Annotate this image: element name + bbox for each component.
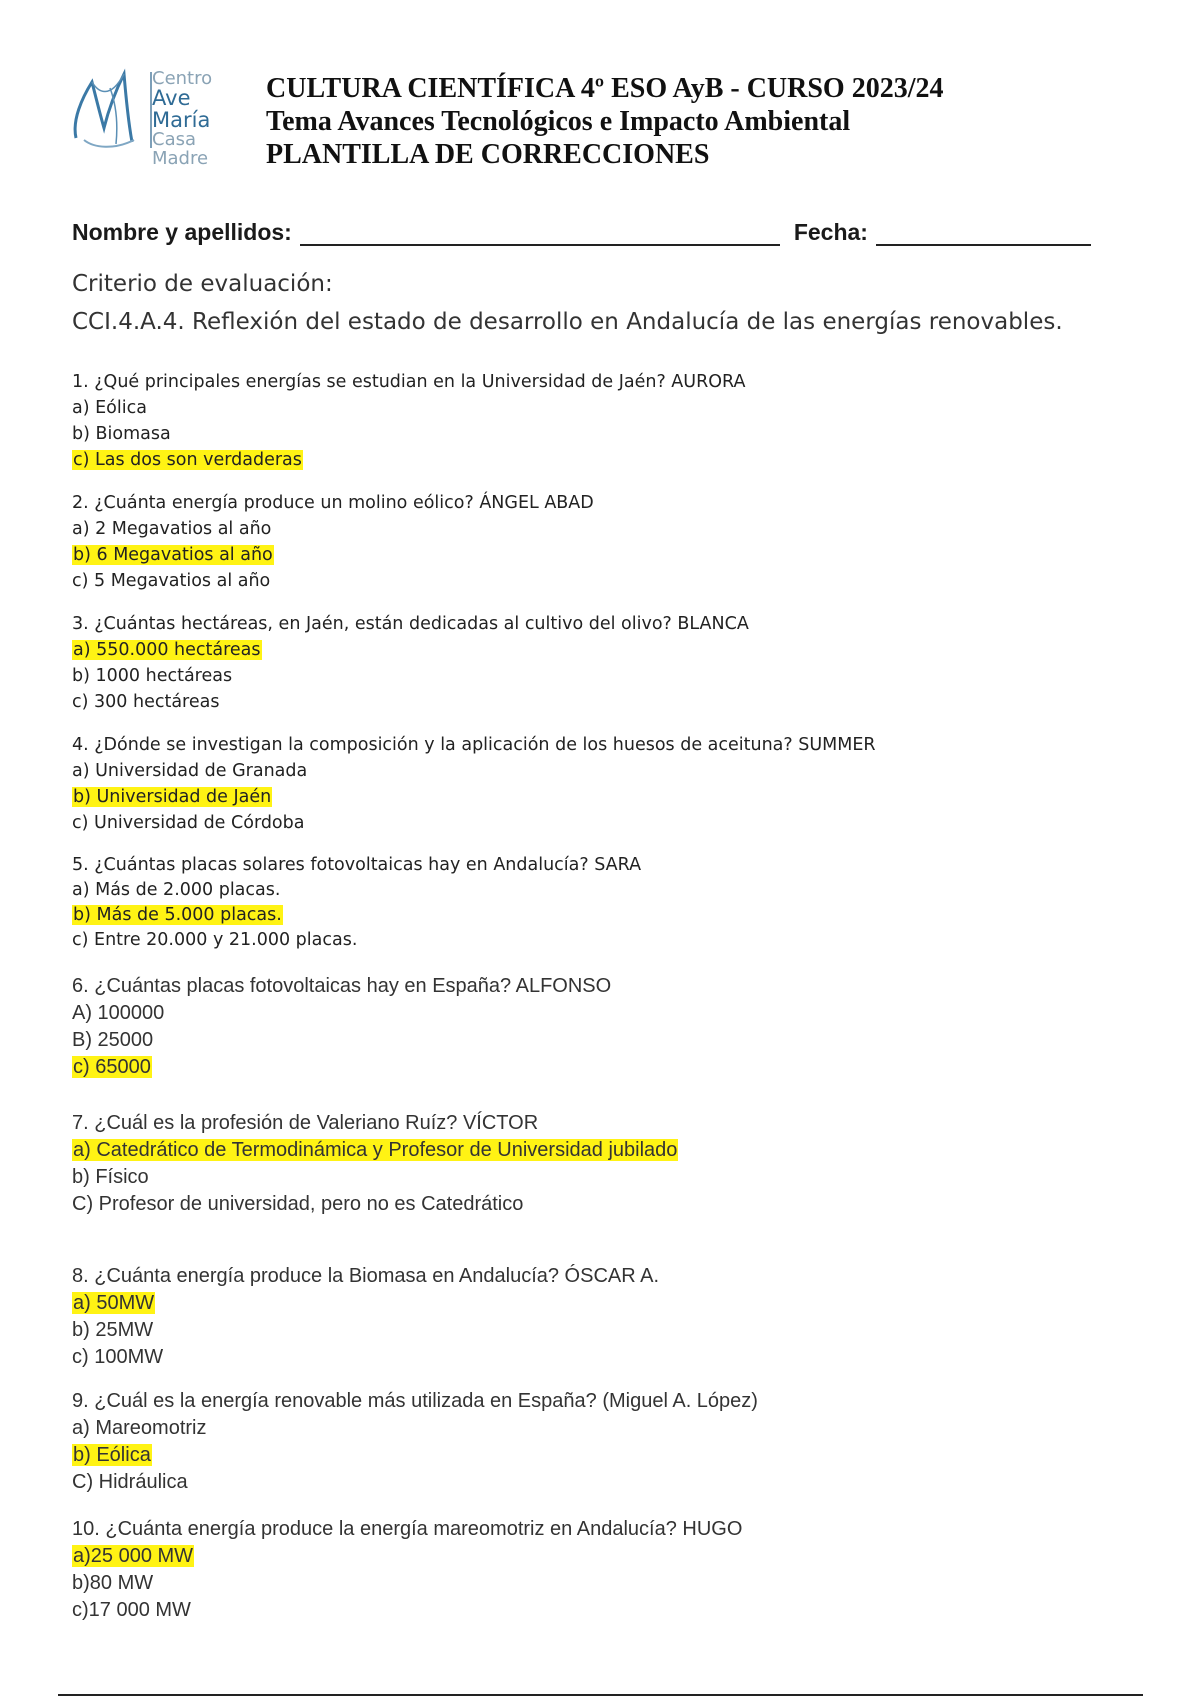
topic-title: Tema Avances Tecnológicos e Impacto Ambiental bbox=[266, 106, 851, 137]
criteria-label: Criterio de evaluación: bbox=[72, 271, 333, 297]
correct-answer-option bbox=[72, 542, 594, 568]
answer-option: a) Universidad de Granada bbox=[72, 761, 308, 781]
answer-option: c) 300 hectáreas bbox=[72, 692, 220, 712]
question-9 bbox=[72, 1388, 758, 1496]
correct-answer-option bbox=[72, 784, 876, 810]
bottom-divider bbox=[58, 1694, 1143, 1696]
answer-highlight: a)25 000 MW bbox=[73, 1545, 194, 1567]
logo-monogram-icon bbox=[70, 68, 150, 152]
answer-option: a) 2 Megavatios al año bbox=[72, 519, 272, 539]
correct-answer-option bbox=[72, 1442, 758, 1469]
date-label: Fecha: bbox=[793, 219, 868, 245]
answer-option: a) Eólica bbox=[72, 398, 147, 418]
answer-highlight: c) 65000 bbox=[73, 1056, 151, 1078]
answer-option: B) 25000 bbox=[72, 1029, 154, 1051]
answer-option: a) Mareomotriz bbox=[72, 1417, 207, 1439]
answer-highlight: b) 6 Megavatios al año bbox=[73, 545, 273, 565]
correct-answer-option bbox=[72, 903, 641, 928]
correct-answer-option bbox=[72, 1543, 742, 1570]
answer-highlight: c) Las dos son verdaderas bbox=[73, 450, 302, 470]
answer-option: c) Entre 20.000 y 21.000 placas. bbox=[72, 930, 358, 950]
school-logo bbox=[70, 68, 245, 169]
answer-option: b) Físico bbox=[72, 1166, 149, 1188]
logo-line-2: Ave María bbox=[152, 86, 211, 132]
student-info-row bbox=[72, 218, 1112, 246]
name-label: Nombre y apellidos: bbox=[72, 219, 292, 245]
logo-line-3: Casa Madre bbox=[152, 129, 209, 169]
document-header bbox=[266, 72, 943, 171]
correct-answer-option bbox=[72, 637, 749, 663]
question-2 bbox=[72, 490, 594, 594]
criteria-text: CCI.4.A.4. Reflexión del estado de desarrollo en Andalucía de las energías renovables. bbox=[72, 309, 1063, 335]
question-text: 2. ¿Cuánta energía produce un molino eólico? ÁNGEL ABAD bbox=[72, 493, 594, 513]
document-type: PLANTILLA DE CORRECCIONES bbox=[266, 139, 710, 170]
answer-highlight: a) Catedrático de Termodinámica y Profesor de Universidad jubilado bbox=[73, 1139, 678, 1161]
answer-option: b) 25MW bbox=[72, 1319, 154, 1341]
question-text: 7. ¿Cuál es la profesión de Valeriano Ruíz? VÍCTOR bbox=[72, 1112, 539, 1134]
answer-highlight: b) Más de 5.000 placas. bbox=[73, 905, 282, 925]
question-text: 8. ¿Cuánta energía produce la Biomasa en Andalucía? ÓSCAR A. bbox=[72, 1265, 660, 1287]
correct-answer-option bbox=[72, 1054, 611, 1081]
question-3 bbox=[72, 611, 749, 715]
answer-option: A) 100000 bbox=[72, 1002, 165, 1024]
question-1 bbox=[72, 369, 745, 473]
correct-answer-option bbox=[72, 1137, 678, 1164]
correct-answer-option bbox=[72, 1290, 659, 1317]
correct-answer-option bbox=[72, 447, 745, 473]
question-text: 4. ¿Dónde se investigan la composición y la aplicación de los huesos de aceituna? SUMMER bbox=[72, 735, 876, 755]
answer-highlight: b) Universidad de Jaén bbox=[73, 787, 272, 807]
logo-text bbox=[152, 70, 245, 168]
question-text: 10. ¿Cuánta energía produce la energía mareomotriz en Andalucía? HUGO bbox=[72, 1518, 743, 1540]
question-text: 6. ¿Cuántas placas fotovoltaicas hay en España? ALFONSO bbox=[72, 975, 612, 997]
question-10 bbox=[72, 1516, 742, 1624]
answer-option: c) 5 Megavatios al año bbox=[72, 571, 271, 591]
course-title: CULTURA CIENTÍFICA 4º ESO AyB - CURSO 2023/24 bbox=[266, 73, 944, 104]
question-4 bbox=[72, 732, 876, 836]
question-6 bbox=[72, 973, 611, 1081]
question-text: 3. ¿Cuántas hectáreas, en Jaén, están dedicadas al cultivo del olivo? BLANCA bbox=[72, 614, 749, 634]
answer-highlight: a) 50MW bbox=[73, 1292, 155, 1314]
name-field[interactable] bbox=[300, 218, 780, 246]
answer-option: c) 100MW bbox=[72, 1346, 164, 1368]
answer-option: b) Biomasa bbox=[72, 424, 171, 444]
question-text: 5. ¿Cuántas placas solares fotovoltaicas hay en Andalucía? SARA bbox=[72, 855, 642, 875]
answer-option: c) Universidad de Córdoba bbox=[72, 813, 305, 833]
question-8 bbox=[72, 1263, 659, 1371]
question-text: 9. ¿Cuál es la energía renovable más utilizada en España? (Miguel A. López) bbox=[72, 1390, 758, 1412]
answer-option: b) 1000 hectáreas bbox=[72, 666, 233, 686]
answer-option: b)80 MW bbox=[72, 1572, 154, 1594]
answer-highlight: b) Eólica bbox=[73, 1444, 151, 1466]
answer-option: C) Hidráulica bbox=[72, 1471, 188, 1493]
question-5 bbox=[72, 853, 641, 953]
date-field[interactable] bbox=[876, 218, 1091, 246]
answer-highlight: a) 550.000 hectáreas bbox=[73, 640, 261, 660]
answer-option: a) Más de 2.000 placas. bbox=[72, 880, 281, 900]
answer-option: C) Profesor de universidad, pero no es Catedrático bbox=[72, 1193, 524, 1215]
answer-option: c)17 000 MW bbox=[72, 1599, 191, 1621]
logo-line-1: Centro bbox=[152, 68, 213, 89]
question-text: 1. ¿Qué principales energías se estudian en la Universidad de Jaén? AURORA bbox=[72, 372, 746, 392]
question-7 bbox=[72, 1110, 678, 1218]
